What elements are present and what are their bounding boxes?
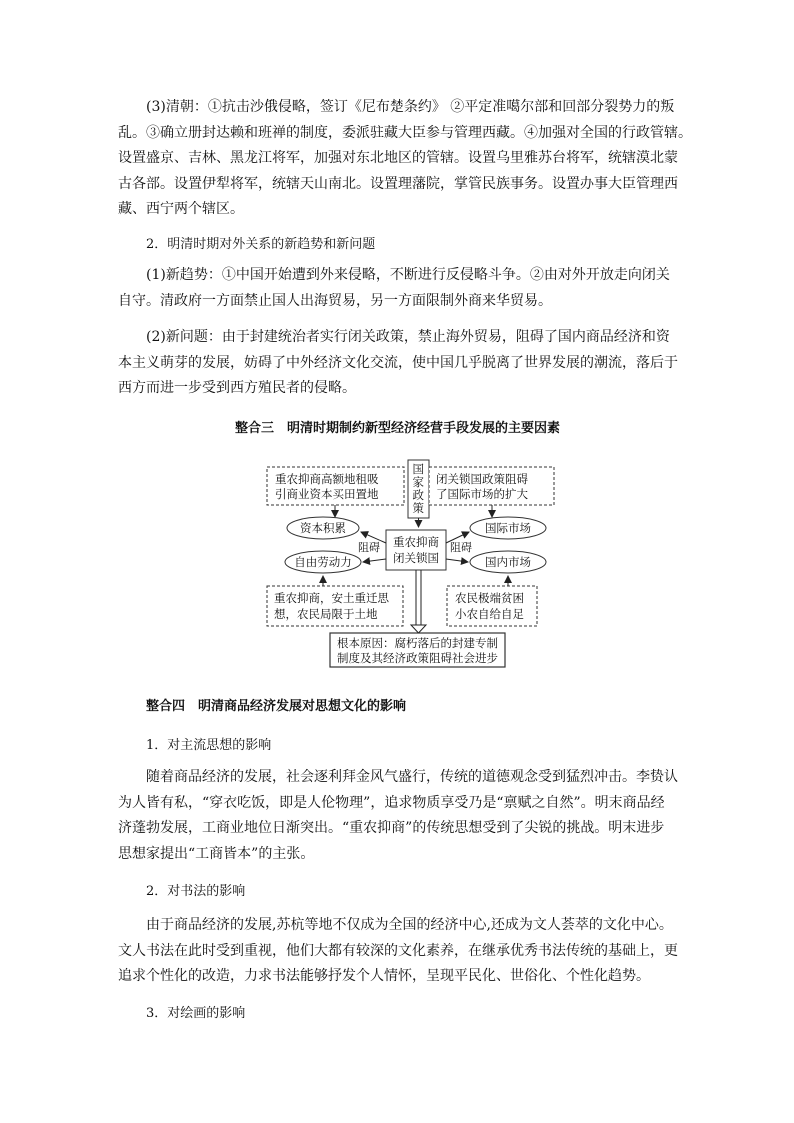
top-right-box-line: 闭关锁国政策阻碍 (436, 472, 528, 486)
text-line: 古各部。设置伊犁将军，统辖天山南北。设置理藩院，掌管民族事务。设置办事大臣管理西 (118, 175, 678, 192)
text-line: 自守。清政府一方面禁止国人出海贸易，另一方面限制外商来华贸易。 (118, 292, 552, 309)
domestic-market-label: 国内市场 (485, 555, 531, 569)
text-line: 追求个性化的改造，力求书法能够抒发个人情怀，呈现平民化、世俗化、个性化趋势。 (118, 968, 650, 984)
factors-diagram (255, 455, 555, 670)
trend-paragraph (118, 263, 698, 314)
calligraphy-paragraph (118, 913, 698, 990)
bottom-left-box-line: 重农抑商，安土重迁思 (274, 591, 389, 605)
free-labor-label: 自由劳动力 (294, 555, 352, 569)
integration-4-title: 整合四 明清商品经济发展对思想文化的影响 (146, 699, 407, 714)
intl-market-label: 国际市场 (485, 521, 531, 535)
policy-box-char: 国 (412, 462, 424, 476)
bottom-right-box-line: 农民极端贫困 (455, 591, 524, 605)
policy-box-char: 家 (412, 475, 424, 489)
center-box-line: 重农抑商 (393, 535, 439, 549)
text-line: 为人皆有私，“穿衣吃饭，即是人伦物理”，追求物质享受乃是“禀赋之自然”。明末商品经 (118, 794, 665, 811)
mainstream-paragraph (118, 765, 698, 867)
text-line: 文人书法在此时受到重视，他们大都有较深的文化素养，在继承优秀书法传统的基础上，更 (118, 942, 678, 959)
problem-paragraph (118, 325, 698, 402)
section-heading: 2．明清时期对外关系的新趋势和新问题 (146, 237, 376, 252)
integration-3-title: 整合三 明清时期制约新型经济经营手段发展的主要因素 (235, 421, 561, 436)
root-cause-line: 制度及其经济政策阻碍社会进步 (337, 651, 498, 665)
text-line: 济蓬勃发展，工商业地位日渐突出。“重农抑商”的传统思想受到了尖锐的挑战。明末进步 (118, 820, 665, 836)
text-line: (1)新趋势：①中国开始遭到外来侵略，不断进行反侵略斗争。②由对外开放走向闭关 (146, 267, 670, 283)
policy-box-char: 政 (412, 488, 424, 502)
hinder-label-right: 阻碍 (450, 541, 472, 554)
bottom-left-box-line: 想，农民局限于土地 (274, 607, 378, 621)
text-line: (2)新问题：由于封建统治者实行闭关政策，禁止海外贸易，阻碍了国内商品经济和资 (146, 329, 670, 345)
top-left-box-line: 重农抑商高额地租吸 (275, 472, 379, 486)
section-heading: 1．对主流思想的影响 (146, 738, 272, 753)
policy-box-char: 策 (412, 501, 424, 515)
hinder-label-left: 阻碍 (358, 541, 380, 554)
text-line: 思想家提出“工商皆本”的主张。 (118, 845, 315, 862)
center-box-line: 闭关锁国 (393, 551, 439, 565)
text-line: 由于商品经济的发展,苏杭等地不仅成为全国的经济中心,还成为文人荟萃的文化中心。 (146, 917, 673, 933)
text-line: 设置盛京、吉林、黑龙江将军，加强对东北地区的管辖。设置乌里雅苏台将军，统辖漠北蒙 (118, 150, 678, 166)
bottom-right-box-line: 小农自给自足 (455, 607, 524, 621)
top-left-box-line: 引商业资本买田置地 (275, 487, 379, 501)
text-line: 本主义萌芽的发展，妨碍了中外经济文化交流，使中国几乎脱离了世界发展的潮流，落后于 (118, 354, 678, 371)
text-line: 随着商品经济的发展，社会逐利拜金风气盛行，传统的道德观念受到猛烈冲击。李贽认 (146, 769, 678, 785)
text-line: 藏、西宁两个辖区。 (118, 201, 244, 217)
text-line: (3)清朝：①抗击沙俄侵略，签订《尼布楚条约》 ②平定准噶尔部和回部分裂势力的叛 (146, 99, 675, 115)
capital-label: 资本积累 (300, 521, 346, 535)
root-cause-line: 根本原因：腐朽落后的封建专制 (337, 636, 498, 650)
top-right-box-line: 了国际市场的扩大 (436, 487, 528, 501)
section-heading: 3．对绘画的影响 (146, 1006, 246, 1021)
section-heading: 2．对书法的影响 (146, 884, 246, 899)
text-line: 西方而进一步受到西方殖民者的侵略。 (118, 380, 356, 396)
text-line: 乱。③确立册封达赖和班禅的制度，委派驻藏大臣参与管理西藏。④加强对全国的行政管辖。 (118, 124, 692, 141)
qing-paragraph (118, 95, 698, 223)
